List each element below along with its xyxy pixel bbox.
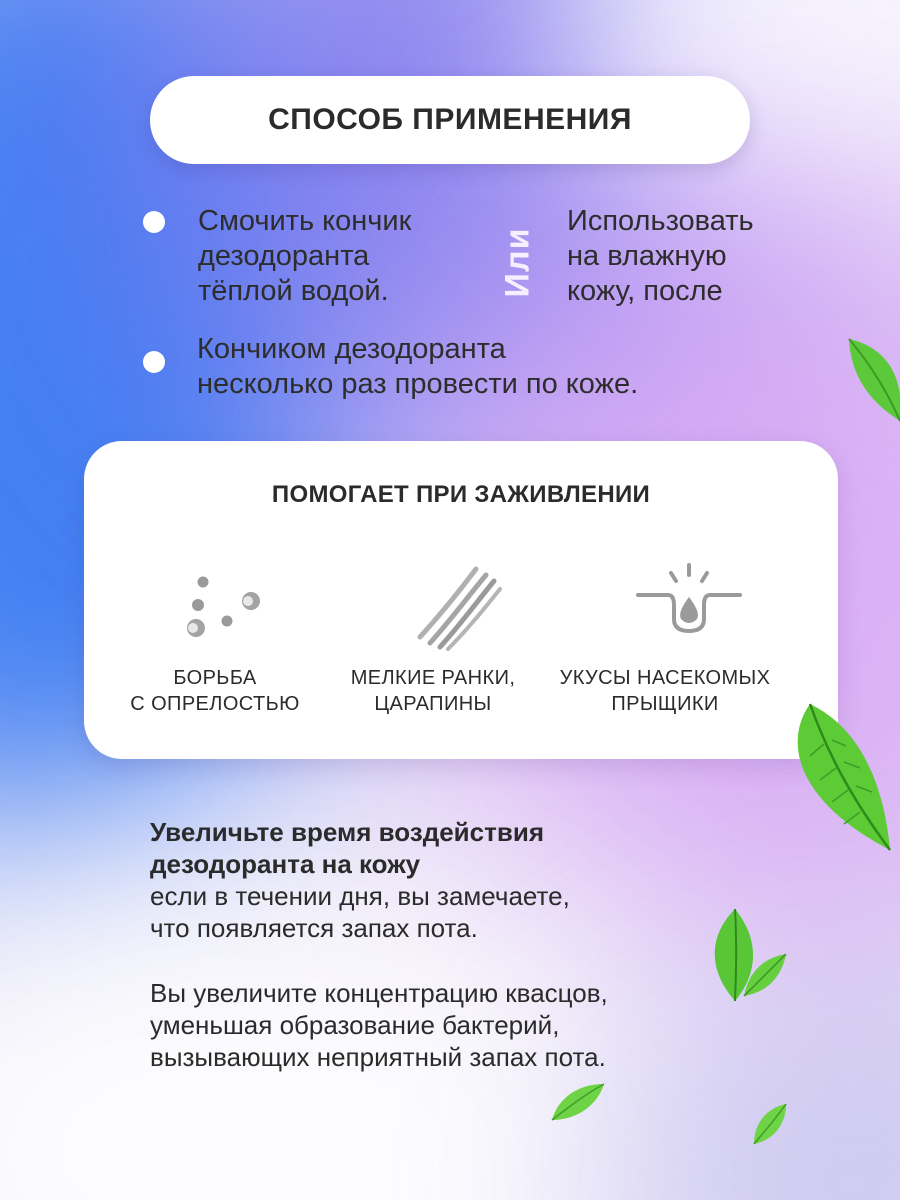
- tips-body-2: Вы увеличите концентрацию квасцов, уменьшая образование бактерий, вызывающих неприятный запах пота.: [150, 978, 608, 1072]
- step-1-text: Смочить кончик дезодоранта тёплой водой.: [198, 205, 412, 307]
- feature-label-rash: БОРЬБА С ОПРЕЛОСТЬЮ: [130, 667, 300, 715]
- bullet-dot: [143, 351, 165, 373]
- bullet-dot: [143, 211, 165, 233]
- or-label: Или: [498, 227, 537, 297]
- section-title-pill: [150, 76, 750, 164]
- healing-card: [84, 441, 838, 759]
- step-2-text: Кончиком дезодоранта несколько раз провести по коже.: [197, 333, 639, 400]
- healing-card-title: ПОМОГАЕТ ПРИ ЗАЖИВЛЕНИИ: [271, 481, 651, 508]
- skin-pimple-icon: [634, 561, 744, 641]
- section-title: СПОСОБ ПРИМЕНЕНИЯ: [268, 103, 632, 136]
- leaf-decoration: [740, 950, 790, 1000]
- feature-label-bites: УКУСЫ НАСЕКОМЫХ ПРЫЩИКИ: [559, 667, 771, 715]
- leaf-decoration: [780, 700, 895, 855]
- scratch-marks-icon: [414, 563, 504, 651]
- tips-headline: Увеличьте время воздействия дезодоранта на кожу: [150, 817, 544, 879]
- leaf-decoration: [548, 1080, 608, 1125]
- leaf-decoration: [748, 1100, 790, 1148]
- rash-dots-icon: [179, 571, 269, 646]
- step-1-alt-text: Использовать на влажную кожу, после: [567, 205, 754, 307]
- tips-body-1: если в течении дня, вы замечаете, что появляется запах пота.: [150, 881, 570, 943]
- leaf-decoration: [845, 335, 900, 425]
- feature-label-scratches: МЕЛКИЕ РАНКИ, ЦАРАПИНЫ: [350, 667, 516, 715]
